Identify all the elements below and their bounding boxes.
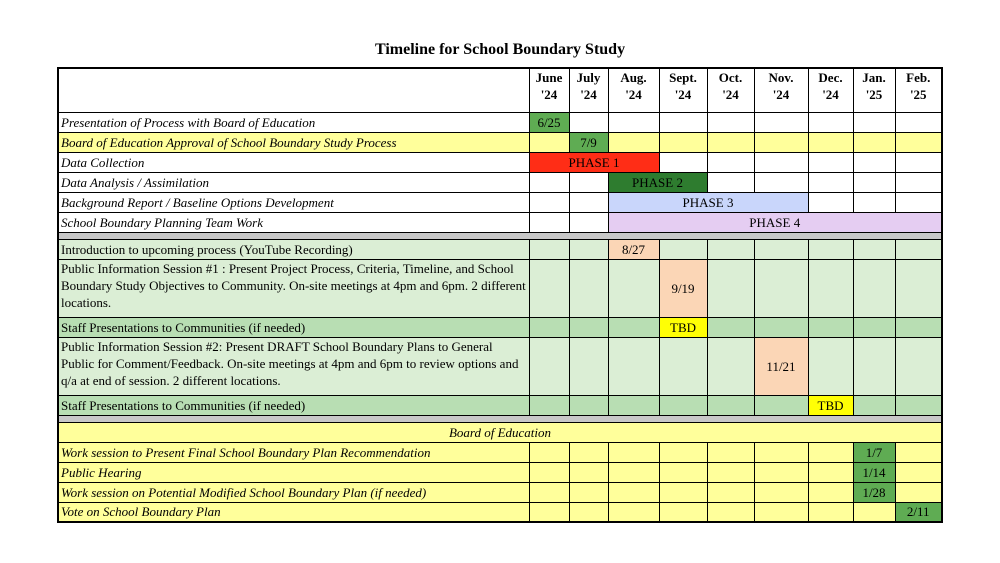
month-label: July [576,70,601,85]
month-header [659,68,707,112]
table-row [58,112,942,132]
year-label: '24 [674,87,692,102]
year-label: '24 [580,87,597,102]
task-label: Public Information Session #1 : Present Project Process, Criteria, Timeline, and School Boundary Study Objectives to Community. On-site meetings at 4pm and 6pm. 2 different locations. [58,259,529,317]
month-header [808,68,853,112]
milestone-cell: 1/14 [853,462,895,482]
task-label: Data Collection [58,152,529,172]
task-label: Board of Education Approval of School Boundary Study Process [58,132,529,152]
table-row [58,442,942,462]
task-label: Data Analysis / Assimilation [58,172,529,192]
board-section-header: Board of Education [58,422,942,442]
table-row [58,212,942,232]
task-label: School Boundary Planning Team Work [58,212,529,232]
table-row [58,482,942,502]
table-row [58,395,942,415]
task-label: Staff Presentations to Communities (if needed) [58,317,529,337]
year-label: '25 [865,87,883,102]
year-label: '24 [822,87,839,102]
table-row [58,502,942,522]
milestone-cell: 6/25 [529,112,569,132]
task-label: Public Information Session #2: Present DRAFT School Boundary Plans to General Public for Comment/Feedback. On-site meetings at 4pm and 6pm to review options and q/a at end of session. 2 different locations. [58,337,529,395]
milestone-cell: 2/11 [895,502,942,522]
page-title: Timeline for School Boundary Study [374,41,626,58]
milestone-cell: 8/27 [608,239,659,259]
month-label: Sept. [669,70,697,85]
milestone-cell: 1/28 [853,482,895,502]
year-label: '24 [772,87,790,102]
task-label: Work session to Present Final School Boundary Plan Recommendation [58,442,529,462]
milestone-cell: 11/21 [754,337,808,395]
milestone-cell: 7/9 [569,132,608,152]
year-label: '24 [625,87,642,102]
task-label: Staff Presentations to Communities (if needed) [58,395,529,415]
milestone-cell: 9/19 [659,259,707,317]
table-row [58,132,942,152]
month-header [569,68,608,112]
year-label: '24 [722,87,739,102]
month-label: Aug. [620,70,647,85]
table-row [58,192,942,212]
month-label: June [535,70,563,85]
milestone-cell: 1/7 [853,442,895,462]
table-row [58,259,942,317]
table-row [58,172,942,192]
header-task-cell [58,68,529,112]
header-row [58,68,942,112]
section-separator [58,415,942,422]
month-label: Feb. [906,70,931,85]
month-header [754,68,808,112]
task-label: Background Report / Baseline Options Development [58,192,529,212]
section-header-row [58,422,942,442]
table-row [58,152,942,172]
month-label: Dec. [818,70,843,85]
section-separator [58,232,942,239]
task-label: Work session on Potential Modified School Boundary Plan (if needed) [58,482,529,502]
timeline-table [57,67,943,523]
phase-bar: PHASE 1 [529,152,659,172]
month-header [608,68,659,112]
year-label: '24 [540,87,558,102]
task-label: Presentation of Process with Board of Education [58,112,529,132]
phase-bar: PHASE 4 [608,212,942,232]
milestone-cell: TBD [808,395,853,415]
task-label: Vote on School Boundary Plan [58,502,529,522]
month-header [529,68,569,112]
phase-bar: PHASE 2 [608,172,707,192]
month-label: Jan. [862,70,886,85]
month-header [853,68,895,112]
month-label: Oct. [718,70,743,85]
year-label: '25 [909,87,927,102]
task-label: Public Hearing [58,462,529,482]
task-label: Introduction to upcoming process (YouTube Recording) [58,239,529,259]
table-row [58,337,942,395]
table-row [58,317,942,337]
milestone-cell: TBD [659,317,707,337]
month-header [707,68,754,112]
phase-bar: PHASE 3 [608,192,808,212]
table-row [58,239,942,259]
table-row [58,462,942,482]
month-header [895,68,942,112]
month-label: Nov. [768,70,794,85]
